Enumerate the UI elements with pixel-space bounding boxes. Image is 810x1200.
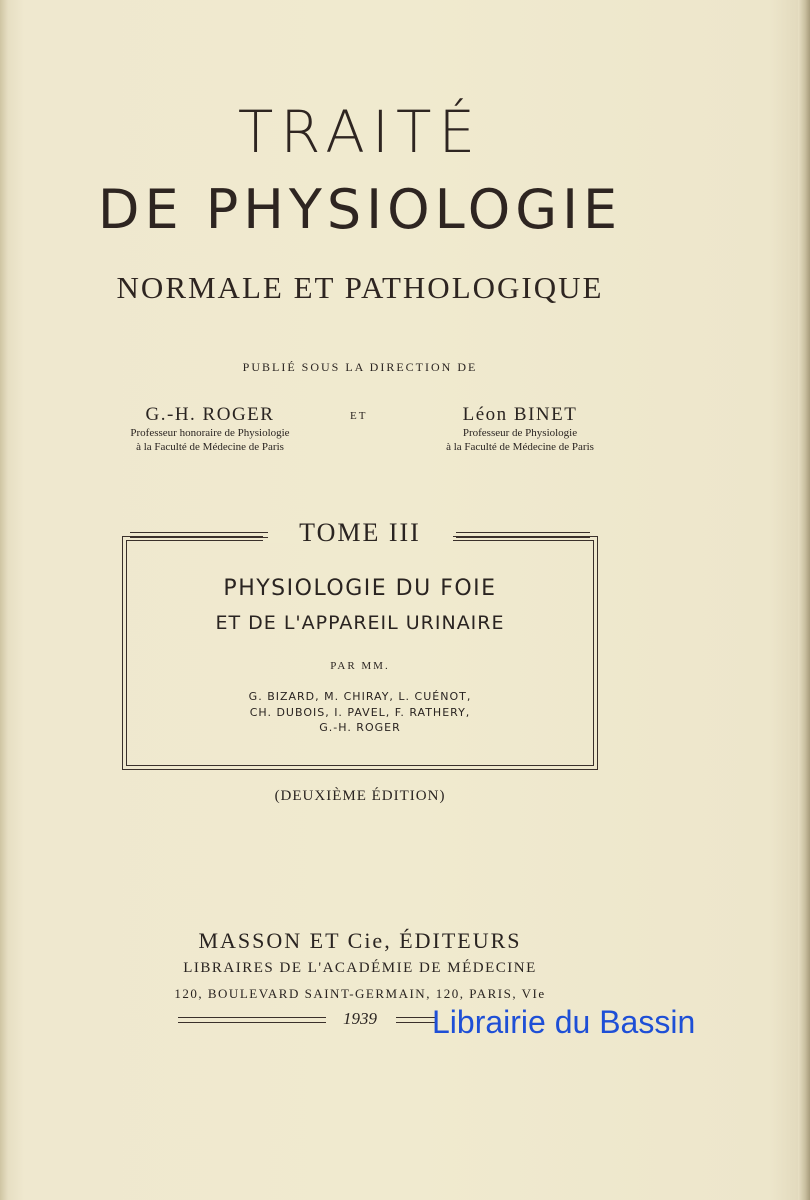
edition-label: (DEUXIÈME ÉDITION) xyxy=(274,788,446,804)
author-right xyxy=(420,404,620,454)
title-line-1: TRAITÉ xyxy=(237,98,483,166)
title-line-3: NORMALE ET PATHOLOGIQUE xyxy=(116,270,604,305)
title-line-2: DE PHYSIOLOGIE xyxy=(97,178,623,241)
author-right-name: Léon BINET xyxy=(462,404,578,425)
author-conjunction: ET xyxy=(350,410,368,422)
page-right-edge xyxy=(798,0,810,1200)
year-rule-right xyxy=(396,1017,436,1023)
contributors-line-3: G.-H. ROGER xyxy=(319,721,401,734)
publisher-address: 120, BOULEVARD SAINT-GERMAIN, 120, PARIS, VIe xyxy=(174,986,546,1001)
author-right-note-1: Professeur de Physiologie xyxy=(462,427,578,439)
par-label: PAR MM. xyxy=(330,660,390,672)
author-left-note-2: à la Faculté de Médecine de Paris xyxy=(136,441,284,453)
contributors-line-1: G. BIZARD, M. CHIRAY, L. CUÉNOT, xyxy=(248,690,472,703)
author-left-note-1: Professeur honoraire de Physiologie xyxy=(130,427,290,439)
subject-line-1: PHYSIOLOGIE DU FOIE xyxy=(223,576,497,601)
publisher-name: MASSON ET Cie, ÉDITEURS xyxy=(198,928,522,953)
author-right-note-2: à la Faculté de Médecine de Paris xyxy=(446,441,594,453)
watermark-text: Librairie du Bassin xyxy=(432,1004,696,1040)
author-left-name: G.-H. ROGER xyxy=(145,404,275,425)
tome-label: TOME III xyxy=(299,518,421,547)
subject-line-2: ET DE L'APPAREIL URINAIRE xyxy=(215,612,505,634)
tome-frame xyxy=(122,536,598,770)
publication-year: 1939 xyxy=(343,1009,377,1028)
direction-label: PUBLIÉ SOUS LA DIRECTION DE xyxy=(242,360,478,374)
publisher-affiliation: LIBRAIRES DE L'ACADÉMIE DE MÉDECINE xyxy=(183,960,537,976)
contributors-line-2: CH. DUBOIS, I. PAVEL, F. RATHERY, xyxy=(249,706,471,719)
author-left xyxy=(110,404,310,454)
